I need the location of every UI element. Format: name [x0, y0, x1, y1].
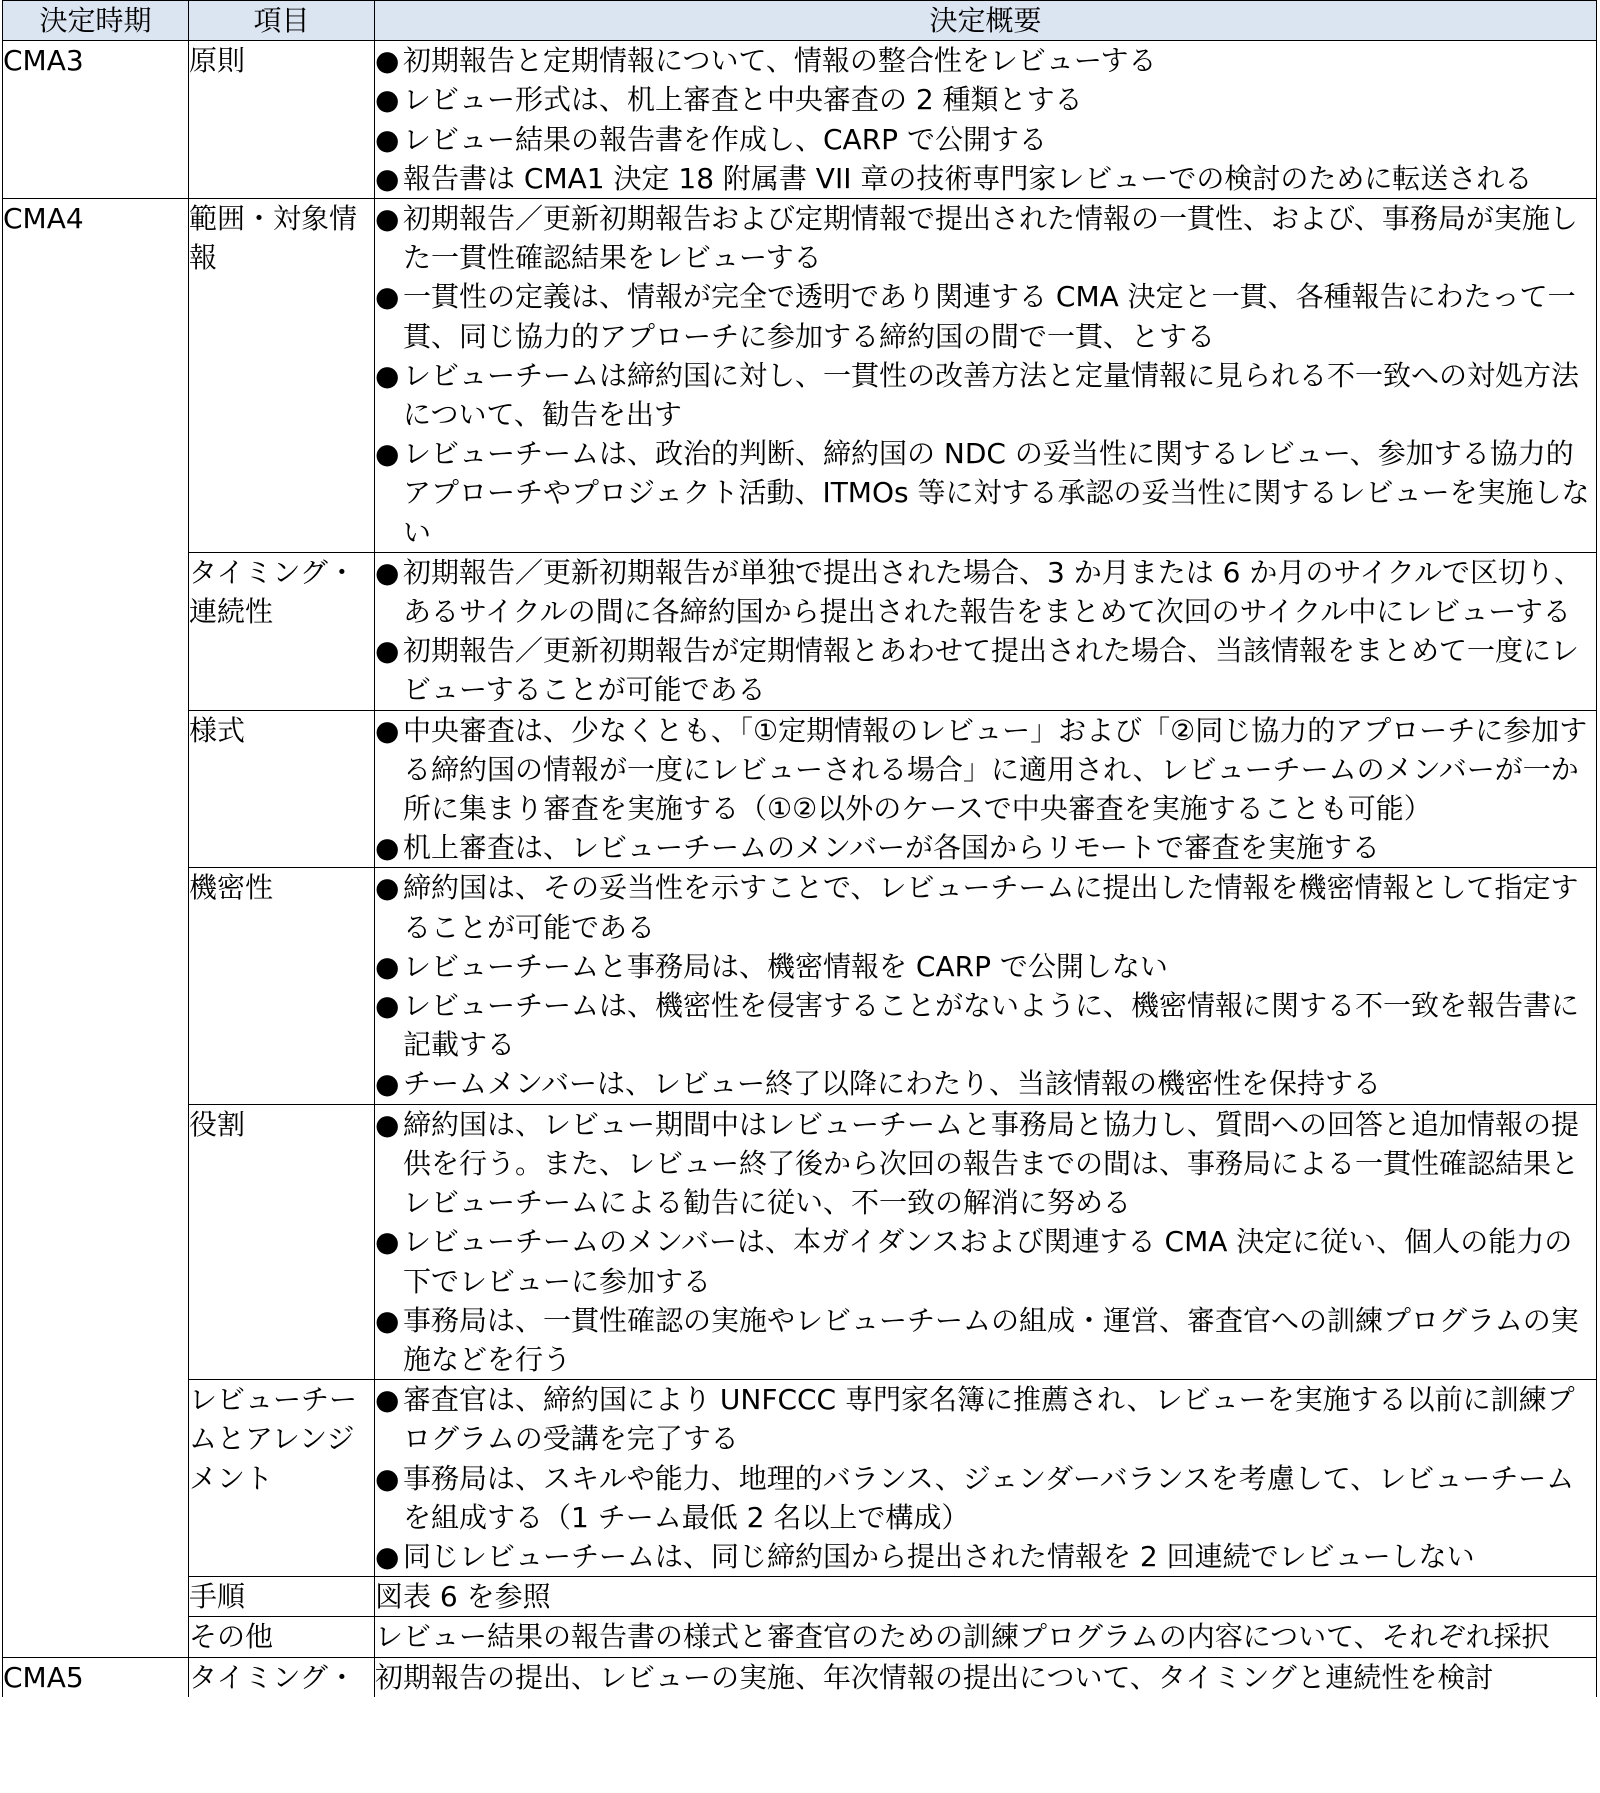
- summary-cell: [375, 868, 1597, 1104]
- summary-cell: 図表 6 を参照: [375, 1577, 1597, 1617]
- bullet-icon: ●: [375, 1107, 400, 1141]
- table-row: [3, 868, 1597, 1104]
- bullet-icon: ●: [375, 555, 400, 589]
- summary-bullet: [375, 434, 1596, 552]
- item-cell: 機密性: [189, 868, 375, 1104]
- item-cell: 範囲・対象情報: [189, 199, 375, 553]
- decision-time-cell: CMA5: [3, 1657, 189, 1697]
- summary-bullet: [375, 356, 1596, 434]
- summary-cell: [375, 1380, 1597, 1577]
- summary-bullet: [375, 1222, 1596, 1300]
- summary-bullet: [375, 277, 1596, 355]
- table-row: [3, 199, 1597, 553]
- bullet-text: レビュー形式は、机上審査と中央審査の 2 種類とする: [403, 83, 1083, 117]
- bullet-icon: ●: [375, 989, 400, 1023]
- item-cell: その他: [189, 1617, 375, 1657]
- bullet-icon: ●: [375, 83, 400, 117]
- bullet-text: 机上審査は、レビューチームのメンバーが各国からリモートで審査を実施する: [403, 831, 1380, 865]
- bullet-text: 同じレビューチームは、同じ締約国から提出された情報を 2 回連続でレビューしない: [403, 1539, 1475, 1573]
- bullet-icon: ●: [375, 1303, 400, 1337]
- summary-bullet: [375, 159, 1596, 198]
- bullet-text: 初期報告と定期情報について、情報の整合性をレビューする: [403, 44, 1157, 78]
- header-row: [3, 1, 1597, 41]
- bullet-text: チームメンバーは、レビュー終了以降にわたり、当該情報の機密性を保持する: [403, 1067, 1382, 1101]
- item-cell: タイミング・連続性: [189, 552, 375, 710]
- summary-bullet: [375, 947, 1596, 986]
- bullet-text: レビュー結果の報告書を作成し、CARP で公開する: [403, 122, 1047, 156]
- bullet-text: 報告書は CMA1 決定 18 附属書 VII 章の技術専門家レビューでの検討のために転送される: [403, 161, 1533, 195]
- summary-bullet: [375, 828, 1596, 867]
- bullet-text: 事務局は、一貫性確認の実施やレビューチームの組成・運営、審査官への訓練プログラムの実施などを行う: [403, 1303, 1579, 1376]
- bullet-text: レビューチームは、政治的判断、締約国の NDC の妥当性に関するレビュー、参加する協力的アプローチやプロジェクト活動、ITMOs 等に対する承認の妥当性に関するレビューを実施しない: [403, 437, 1590, 549]
- item-cell: 手順: [189, 1577, 375, 1617]
- summary-bullet: [375, 711, 1596, 829]
- table-row: [3, 1617, 1597, 1657]
- bullet-text: レビューチームと事務局は、機密情報を CARP で公開しない: [403, 949, 1168, 983]
- summary-bullet: [375, 868, 1596, 946]
- summary-cell: [375, 710, 1597, 868]
- bullet-icon: ●: [375, 122, 400, 156]
- bullet-text: 事務局は、スキルや能力、地理的バランス、ジェンダーバランスを考慮して、レビューチームを組成する（1 チーム最低 2 名以上で構成）: [403, 1461, 1575, 1534]
- summary-bullet: [375, 41, 1596, 80]
- bullet-text: 審査官は、締約国により UNFCCC 専門家名簿に推薦され、レビューを実施する以前に訓練プログラムの受講を完了する: [403, 1383, 1575, 1456]
- bullet-icon: ●: [375, 634, 400, 668]
- item-cell: タイミング・: [189, 1657, 375, 1697]
- bullet-icon: ●: [375, 202, 400, 236]
- bullet-text: 初期報告／更新初期報告が単独で提出された場合、3 か月または 6 か月のサイクルで区切り、あるサイクルの間に各締約国から提出された報告をまとめて次回のサイクル中にレビューする: [403, 555, 1582, 629]
- table-row: [3, 1380, 1597, 1577]
- bullet-icon: ●: [375, 831, 400, 865]
- summary-cell: [375, 41, 1597, 199]
- bullet-icon: ●: [375, 1067, 400, 1101]
- summary-bullet: [375, 120, 1596, 159]
- bullet-text: レビューチームは締約国に対し、一貫性の改善方法と定量情報に見られる不一致への対処方法について、勧告を出す: [403, 358, 1580, 432]
- table-body: [3, 41, 1597, 1697]
- item-cell: 原則: [189, 41, 375, 199]
- table-row: [3, 41, 1597, 199]
- summary-cell: [375, 199, 1597, 553]
- summary-cell: 初期報告の提出、レビューの実施、年次情報の提出について、タイミングと連続性を検討: [375, 1657, 1597, 1697]
- bullet-text: レビューチームは、機密性を侵害することがないように、機密情報に関する不一致を報告書に記載する: [403, 989, 1580, 1062]
- bullet-icon: ●: [375, 1225, 400, 1259]
- table-row: [3, 552, 1597, 710]
- bullet-text: 初期報告／更新初期報告が定期情報とあわせて提出された場合、当該情報をまとめて一度にレビューすることが可能である: [403, 634, 1580, 707]
- bullet-icon: ●: [375, 949, 400, 983]
- decision-time-cell: CMA3: [3, 41, 189, 199]
- summary-bullet: [375, 631, 1596, 709]
- bullet-icon: ●: [375, 1383, 400, 1417]
- header-summary: 決定概要: [375, 1, 1597, 41]
- bullet-icon: ●: [375, 871, 400, 905]
- bullet-text: 初期報告／更新初期報告および定期情報で提出された情報の一貫性、および、事務局が実施した一貫性確認結果をレビューする: [403, 202, 1578, 275]
- header-item: 項目: [189, 1, 375, 41]
- bullet-text: 中央審査は、少なくとも、「①定期情報のレビュー」および「②同じ協力的アプローチに参加する締約国の情報が一度にレビューされる場合」に適用され、レビューチームのメンバーが一か所に集まり審査を実施する（①②以外のケースで中央審査を実施することも可能）: [403, 713, 1588, 826]
- bullet-text: 締約国は、レビュー期間中はレビューチームと事務局と協力し、質問への回答と追加情報の提供を行う。また、レビュー終了後から次回の報告までの間は、事務局による一貫性確認結果とレビューチームによる勧告に従い、不一致の解消に努める: [403, 1107, 1580, 1220]
- item-cell: 様式: [189, 710, 375, 868]
- bullet-icon: ●: [375, 44, 400, 78]
- table-row: [3, 710, 1597, 868]
- summary-bullet: [375, 1105, 1596, 1223]
- bullet-icon: ●: [375, 280, 400, 314]
- summary-bullet: [375, 1537, 1596, 1576]
- bullet-text: 締約国は、その妥当性を示すことで、レビューチームに提出した情報を機密情報として指定することが可能である: [403, 871, 1579, 944]
- bullet-icon: ●: [375, 713, 400, 747]
- bullet-text: 一貫性の定義は、情報が完全で透明であり関連する CMA 決定と一貫、各種報告にわたって一貫、同じ協力的アプローチに参加する締約国の間で一貫、とする: [403, 280, 1576, 353]
- item-cell: 役割: [189, 1104, 375, 1379]
- bullet-text: レビューチームのメンバーは、本ガイダンスおよび関連する CMA 決定に従い、個人の能力の下でレビューに参加する: [403, 1225, 1573, 1298]
- summary-bullet: [375, 553, 1596, 631]
- bullet-icon: ●: [375, 1539, 400, 1573]
- item-cell: レビューチームとアレンジメント: [189, 1380, 375, 1577]
- summary-bullet: [375, 1380, 1596, 1458]
- bullet-icon: ●: [375, 161, 400, 195]
- summary-cell: [375, 552, 1597, 710]
- header-time: 決定時期: [3, 1, 189, 41]
- summary-bullet: [375, 1064, 1596, 1103]
- summary-bullet: [375, 80, 1596, 119]
- review-decision-table: [2, 0, 1597, 1697]
- summary-bullet: [375, 199, 1596, 277]
- summary-cell: [375, 1104, 1597, 1379]
- table-row: [3, 1104, 1597, 1379]
- summary-bullet: [375, 1301, 1596, 1379]
- decision-time-cell: CMA4: [3, 199, 189, 1658]
- bullet-icon: ●: [375, 1461, 400, 1495]
- table-row: [3, 1577, 1597, 1617]
- bullet-icon: ●: [375, 358, 400, 392]
- summary-cell: レビュー結果の報告書の様式と審査官のための訓練プログラムの内容について、それぞれ採択: [375, 1617, 1597, 1657]
- summary-bullet: [375, 1459, 1596, 1537]
- table-row: [3, 1657, 1597, 1697]
- bullet-icon: ●: [375, 437, 400, 471]
- summary-bullet: [375, 986, 1596, 1064]
